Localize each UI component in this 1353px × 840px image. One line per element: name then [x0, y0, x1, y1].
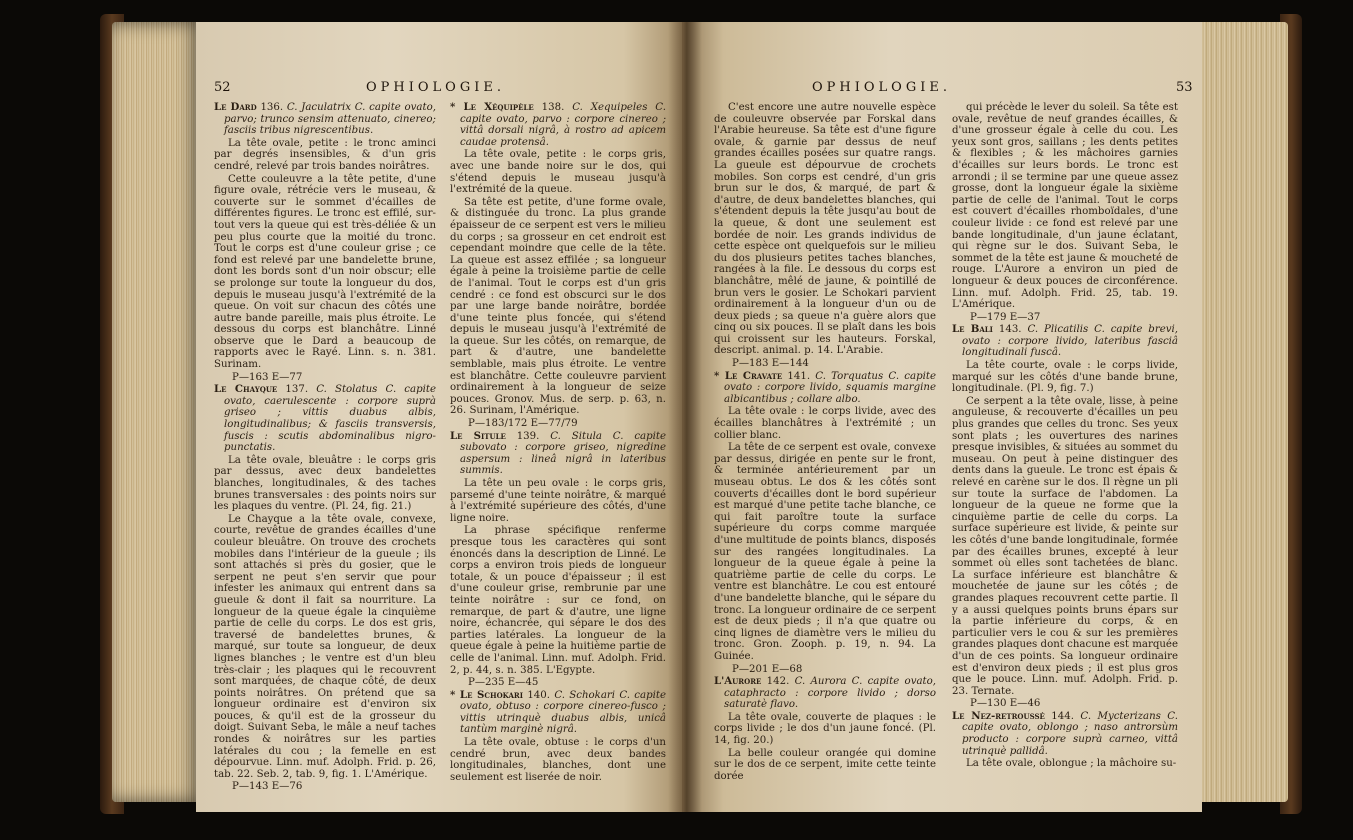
species-name: Le Dard: [214, 101, 257, 113]
species-entry-heading: [214, 384, 436, 454]
species-entry-heading: [952, 711, 1178, 757]
species-name: Le Nez-retroussé: [952, 709, 1045, 722]
page-edges-right: [1198, 22, 1288, 802]
species-name: L'Aurore: [714, 675, 762, 688]
right-page-number: 53: [1176, 80, 1193, 95]
species-number: 136.: [256, 102, 287, 113]
species-number: 137.: [277, 384, 317, 396]
body-paragraph: Cette couleuvre a la tête petite, d'une figure ovale, rétrécie vers le museau, & couverte sur le sommet d'écailles de différentes figures. Le tronc est effilé, sur-tout vers la queue qui est très-déliée & un peu plus courte que la moitié du tronc. Tout le corps est d'une couleur grise ; ce fond est relevé par une bandelette brune, dont les bords sont d'un noir obscur; elle se prolonge sur toute la longueur du dos, depuis le museau jusqu'à l'extrémité de la queue. On voit sur chacun des côtés une autre bande pareille, mais plus étroite. Le dessous du corps est blanchâtre. Linné observe que le Dard a beaucoup de rapports avec le Rayé. Linn. s. n. 381. Surinam.: [214, 173, 436, 371]
species-number: 140.: [523, 689, 555, 701]
body-paragraph: La tête ovale, bleuâtre : le corps gris par dessus, avec deux bandelettes blanches, longitudinales, & des taches brunes transversales : des points noirs sur les plaques du ventre. (Pl. 24, fig. 21.): [214, 454, 436, 513]
plate-count-line: P—179 E—37: [970, 311, 1041, 323]
body-paragraph: qui précède le lever du soleil. Sa tête est ovale, revêtue de neuf grandes écailles, & d'une grosseur égale à celle du cou. Les yeux sont gros, saillans ; les dents petites & flexibles ; & les mâchoires garnies d'écailles sur leurs bords. Le tronc est arrondi ; il se termine par une queue assez grosse, dont la longueur égale la sixième partie de celle de l'animal. Tout le corps est couvert d'écailles rhomboïdales, d'une couleur livide : ce fond est relevé par une bande longitudinale, d'un jaune éclatant, qui règne sur le dos. Suivant Seba, le sommet de la tête est jaune & moucheté de rouge. L'Aurore a environ un pied de longueur & deux pouces de circonférence. Linn. muf. Adolph. Frid. 25, tab. 19. L'Amérique.: [952, 102, 1178, 311]
latin-diagnosis: C. Jaculatrix C. capite ovato, parvo; trunco sensim attenuato, cinereo; fasciis tribus nigrescentibus.: [224, 102, 436, 137]
species-name: * Le Cravate: [714, 369, 783, 382]
latin-diagnosis: C. Torquatus C. capite ovato : corpore livido, squamis margine albicantibus ; collare albo.: [724, 370, 936, 405]
species-entry-heading: [450, 431, 666, 477]
latin-diagnosis: C. Xequipeles C. capite ovato, parvo : corpore cinereo ; vittâ dorsali nigrâ, à rostro ad apicem caudae protensâ.: [460, 102, 666, 148]
body-paragraph: La tête ovale, obtuse : le corps d'un cendré brun, avec deux bandes longitudinales, blanches, dont une seulement est liserée de noir.: [450, 737, 666, 783]
species-name: Le Bali: [952, 323, 993, 336]
plate-count-line: P—163 E—77: [232, 371, 303, 383]
species-entry-heading: [714, 371, 936, 406]
body-paragraph: La tête de ce serpent est ovale, convexe par dessus, dirigée en pente sur le front, & terminée antérieurement par un museau obtus. Le dos & les côtés sont couverts d'écailles dont le bord supérieur est marqué d'une petite tache blanche, ce qui fait paroître toute la surface supérieure du corps comme marquée d'une multitude de points blancs, disposés sur des rangées longitudinales. La longueur de la queue égale à peine la quatrième partie de celle du corps. Le ventre est blanchâtre. Le cou est entouré d'une bandelette blanche, qui le sépare du tronc. La longueur ordinaire de ce serpent est de deux pieds ; il n'a que quatre ou cinq lignes de diamètre vers le milieu du tronc. Gron. Zooph. p. 19, n. 94. La Guinée.: [714, 442, 936, 662]
species-number: 142.: [761, 676, 795, 688]
species-name: Le Situle: [450, 429, 506, 442]
plate-count-line: P—201 E—68: [732, 663, 803, 675]
species-entry-heading: [214, 102, 436, 137]
body-paragraph: La tête un peu ovale : le corps gris, parsemé d'une teinte noirâtre, & marqué à l'extrémité supérieure des côtés, d'une ligne noire.: [450, 478, 666, 524]
species-number: 141.: [782, 370, 816, 382]
body-paragraph: C'est encore une autre nouvelle espèce de couleuvre observée par Forskal dans l'Arabie heureuse. Sa tête est d'une figure ovale, & garnie par dessus de neuf grandes écailles posées sur quatre rangs. La gueule est dépourvue de crochets mobiles. Son corps est cendré, d'un gris brun sur le dos, & marqué, de part & d'autre, de deux bandelettes blanches, qui s'étendent depuis la tête jusqu'au bout de la queue, & dont une seulement est bordée de noir. Les grands individus de cette espèce ont quelquefois sur le milieu du dos plusieurs petites taches blanches, rangées à la file. Le dessous du corps est blanchâtre, mêlé de jaune, & pointillé de brun vers le gosier. Le Schokari parvient ordinairement à la longueur d'un ou de deux pieds ; sa queue n'a guère alors que cinq ou six pouces. Il se plaît dans les bois qui croissent sur les hauteurs. Forskal, descript. animal. p. 14. L'Arabie.: [714, 102, 936, 357]
plate-count-line: P—143 E—76: [232, 781, 303, 793]
right-column-1: [714, 102, 936, 783]
latin-diagnosis: C. Situla C. capite subovato : corpore griseo, nigredine aspersum : lineâ nigrâ in lateribus summis.: [460, 430, 666, 477]
species-number: 139.: [505, 430, 551, 442]
latin-diagnosis: C. Aurora C. capite ovato, cataphracto : corpore livido ; dorso saturatè flavo.: [724, 676, 936, 711]
species-number: 138.: [533, 102, 573, 113]
species-entry-heading: [714, 676, 936, 711]
right-column-2: [952, 102, 1178, 771]
species-name: * Le Xéquipèle: [450, 101, 534, 113]
body-paragraph: La tête ovale, petite : le tronc aminci par degrés insensibles, & d'un gris cendré, relevé par trois bandes noirâtres.: [214, 137, 436, 172]
left-column-2: [450, 102, 666, 784]
latin-diagnosis: C. Mycterizans C. capite ovato, oblongo ; naso antrorsùm producto : corpore suprà carneo, vittâ utrinquè pallidâ.: [962, 710, 1178, 757]
left-page: [196, 22, 682, 812]
left-column-1: [214, 102, 436, 794]
species-entry-heading: [450, 102, 666, 148]
body-paragraph: Sa tête est petite, d'une forme ovale, & distinguée du tronc. La plus grande épaisseur de ce serpent est vers le milieu du corps ; sa grosseur en cet endroit est cependant moindre que celle de la tête. La queue est assez effilée ; sa longueur égale à peine la troisième partie de celle de l'animal. Tout le corps est d'un gris cendré : ce fond est obscurci sur le dos par une large bande noirâtre, bordée d'une teinte plus foncée, qui s'étend depuis le museau jusqu'à l'extrémité de la queue. Sur les côtés, on remarque, de part & d'autre, une bandelette semblable, mais plus étroite. Le ventre est blanchâtre. Cette couleuvre parvient ordinairement à la longueur de seize pouces. Gronov. Mus. de serp. p. 63, n. 26. Surinam, l'Amérique.: [450, 196, 666, 417]
latin-diagnosis: C. Schokari C. capite ovato, obtuso : corpore cinereo-fusco ; vittis utrinquè duabus albis, unicâ tantùm marginè nigrâ.: [460, 689, 666, 736]
species-name: * Le Schokari: [450, 688, 524, 701]
latin-diagnosis: C. Stolatus C. capite ovato, caerulescente : corpore suprà griseo ; vittis duabus albis, longitudinalibus; & fasciis transversis, fuscis : scutis abdominalibus nigro-punctatis.: [224, 384, 436, 454]
body-paragraph: La tête courte, ovale : le corps livide, marqué sur les côtés d'une bande brune, longitudinale. (Pl. 9, fig. 7.): [952, 360, 1178, 395]
body-paragraph: La phrase spécifique renferme presque tous les caractères qui sont énoncés dans la description de Linné. Le corps a environ trois pieds de longueur totale, & un pouce d'épaisseur ; il est d'une couleur grise, rembrunie par une teinte noirâtre : sur ce fond, on remarque, de part & d'autre, une ligne noire, échancrée, qui sépare le dos des parties latérales. La longueur de la queue égale à peine la huitième partie de celle de l'animal. Linn. muf. Adolph. Frid. 2, p. 44, s. n. 385. L'Egypte.: [450, 525, 666, 676]
body-paragraph: La tête ovale, petite : le corps gris, avec une bande noire sur le dos, qui s'étend depuis le museau jusqu'à l'extrémité de la queue.: [450, 149, 666, 196]
left-page-number: 52: [214, 80, 231, 95]
body-paragraph: Ce serpent a la tête ovale, lisse, à peine anguleuse, & recouverte d'écailles un peu plus grandes que celles du tronc. Ses yeux sont plats ; les ouvertures des narines presque invisibles, & situées au sommet du museau. On peut à peine distinguer des dents dans la gueule. Le tronc est épais & relevé en carène sur le dos. Il règne un pli sur toute la surface de l'abdomen. La longueur de la queue ne forme que la cinquième partie de celle du corps. La surface supérieure est livide, & peinte sur les côtés d'une bande longitudinale, formée par des écailles brunes, excepté à leur sommet où elles sont tachetées de blanc. La surface inférieure est blanchâtre & mouchetée de jaune sur les côtés ; de grandes plaques recouvrent cette partie. Il y a aussi quelques points bruns épars sur la partie inférieure du corps, & en particulier vers le cou & sur les premières grandes plaques dont chacune est marquée d'un de ces points. Sa longueur ordinaire est d'environ deux pieds ; il est plus gros que le pouce. Linn. muf. Adolph. Frid. p. 23. Ternate.: [952, 395, 1178, 697]
right-running-head: OPHIOLOGIE.: [812, 80, 951, 95]
species-entry-heading: [450, 690, 666, 736]
page-edges-left: [112, 22, 200, 802]
plate-count-line: P—130 E—46: [970, 698, 1041, 710]
book-gutter: [668, 22, 702, 812]
body-paragraph: La tête ovale, oblongue ; la mâchoire su-: [966, 758, 1177, 770]
species-name: Le Chayque: [214, 383, 278, 396]
latin-diagnosis: C. Plicatilis C. capite brevi, ovato : corpore livido, lateribus fasciâ longitudinali fuscâ.: [962, 324, 1178, 359]
species-number: 144.: [1044, 710, 1081, 722]
body-paragraph: La tête ovale : le corps livide, avec des écailles blanchâtres à l'extrémité ; un collier blanc.: [714, 406, 936, 441]
body-paragraph: Le Chayque a la tête ovale, convexe, courte, revêtue de grandes écailles d'une couleur bleuâtre. On trouve des crochets mobiles dans l'intérieur de la gueule ; ils sont attachés si près du gosier, que le serpent ne peut s'en servir que pour infester les animaux qui entrent dans sa gueule & dont il fait sa nourriture. La longueur de la queue égale la cinquième partie de celle du corps. Le dos est gris, traversé de bandelettes brunes, & marqué, sur toute sa longueur, de deux lignes blanches ; le ventre est d'un bleu très-clair ; les plaques qui le recouvrent sont marquées, de chaque côté, de deux points noirâtres. On prétend que sa longueur ordinaire est d'environ six pouces, & qu'il est de la grosseur du doigt. Suivant Seba, le mâle a neuf taches rondes & noirâtres sur les parties latérales du cou ; la femelle en est dépourvue. Linn. muf. Adolph. Frid. p. 26, tab. 22. Seb. 2, tab. 9, fig. 1. L'Amérique.: [214, 513, 436, 780]
species-number: 143.: [992, 324, 1028, 336]
right-page: [682, 22, 1202, 812]
body-paragraph: La tête ovale, couverte de plaques : le corps livide ; le dos d'un jaune foncé. (Pl. 14, fig. 20.): [714, 711, 936, 747]
species-entry-heading: [952, 324, 1178, 359]
body-paragraph: La belle couleur orangée qui domine sur le dos de ce serpent, imite cette teinte dorée: [714, 747, 936, 782]
plate-count-line: P—183/172 E—77/79: [468, 418, 578, 430]
plate-count-line: P—235 E—45: [468, 677, 539, 689]
left-running-head: OPHIOLOGIE.: [366, 80, 505, 95]
plate-count-line: P—183 E—144: [732, 358, 809, 370]
